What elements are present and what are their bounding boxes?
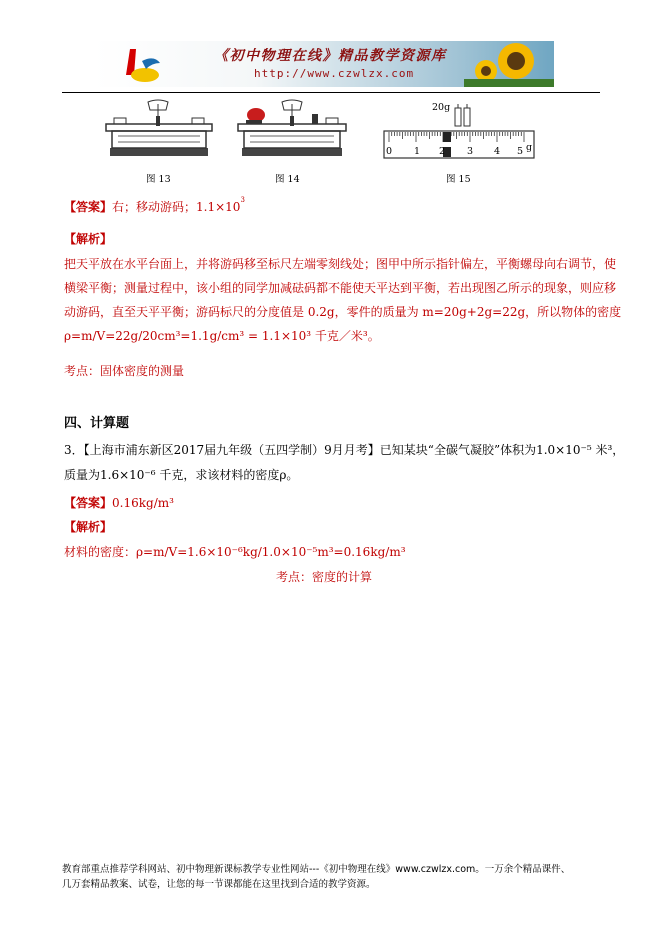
- q3-analysis: 材料的密度：ρ=m/V=1.6×10⁻⁶kg/1.0×10⁻⁵m³=0.16kg/m³: [64, 545, 406, 559]
- figure-15-weights: [447, 100, 477, 130]
- header-banner: [94, 41, 554, 87]
- footer-line: 几万套精品教案、试卷，让您的每一节课都能在这里找到合适的教学资源。: [62, 879, 376, 890]
- analysis-tag: 【解析】: [64, 232, 113, 246]
- answer-text: 0.16kg/m³: [112, 496, 174, 510]
- figure-13-balance: [104, 98, 214, 160]
- q3-answer: [64, 494, 174, 511]
- figure-15-caption: 图 15: [446, 174, 471, 185]
- q2-kaodian: 考点：固体密度的测量: [64, 364, 185, 378]
- analysis-line: 动游码，直至天平平衡；游码标尺的分度值是 0.2g，零件的质量为 m=20g+2g=22g，所以物体的密度: [64, 305, 622, 319]
- ruler-tick-label: 2: [439, 146, 446, 157]
- analysis-line: ρ=m/V=22g/20cm³=1.1g/cm³ = 1.1×10³ 千克／米³。: [64, 329, 380, 343]
- analysis-line: 把天平放在水平台面上，并将游码移至标尺左端零刻线处；图甲中所示指针偏左，平衡螺母向右调节，使: [64, 257, 617, 271]
- ruler-unit: g: [526, 142, 533, 153]
- logo-icon: [112, 41, 172, 87]
- banner-title: 《初中物理在线》精品教学资源库: [214, 48, 447, 64]
- analysis-tag: 【解析】: [64, 520, 113, 534]
- q3-kaodian: 考点：密度的计算: [276, 570, 373, 584]
- ruler-tick-labels: [383, 142, 543, 160]
- ruler-tick-label: 5: [517, 146, 524, 157]
- footer-line: 教育部重点推荐学科网站、初中物理新课标教学专业性网站---《初中物理在线》www.czwlzx.com。一万余个精品课件、: [62, 864, 571, 875]
- answer-tag: 【答案】: [64, 200, 113, 214]
- answer-sup: 3: [240, 196, 245, 204]
- answer-text: 右；移动游码；1.1×10: [112, 200, 241, 214]
- section-title: 四、计算题: [64, 416, 130, 431]
- figure-14-balance: [236, 98, 348, 160]
- figure-14-caption: 图 14: [275, 174, 300, 185]
- weight-label: 20g: [432, 102, 451, 113]
- q2-answer: [64, 198, 245, 215]
- analysis-line: 横梁平衡；测量过程中，该小组的同学加减砝码都不能使天平达到平衡，若出现图乙所示的现象，则应移: [64, 281, 617, 295]
- ruler-tick-label: 4: [494, 146, 501, 157]
- ruler-tick-label: 1: [414, 146, 421, 157]
- q3-stem-line: 3．【上海市浦东新区2017届九年级（五四学制）9月月考】已知某块“全碳气凝胶”体积为1.0×10⁻⁵ 米³，: [64, 443, 625, 457]
- ruler-tick-label: 3: [467, 146, 474, 157]
- ruler-tick-label: 0: [386, 146, 393, 157]
- sunflower-image: [464, 41, 554, 87]
- answer-tag: 【答案】: [64, 496, 113, 510]
- q3-stem-line: 质量为1.6×10⁻⁶ 千克，求该材料的密度ρ。: [64, 468, 299, 482]
- header-rule: [62, 92, 600, 93]
- figure-13-caption: 图 13: [146, 174, 171, 185]
- banner-url: http://www.czwlzx.com: [254, 67, 415, 80]
